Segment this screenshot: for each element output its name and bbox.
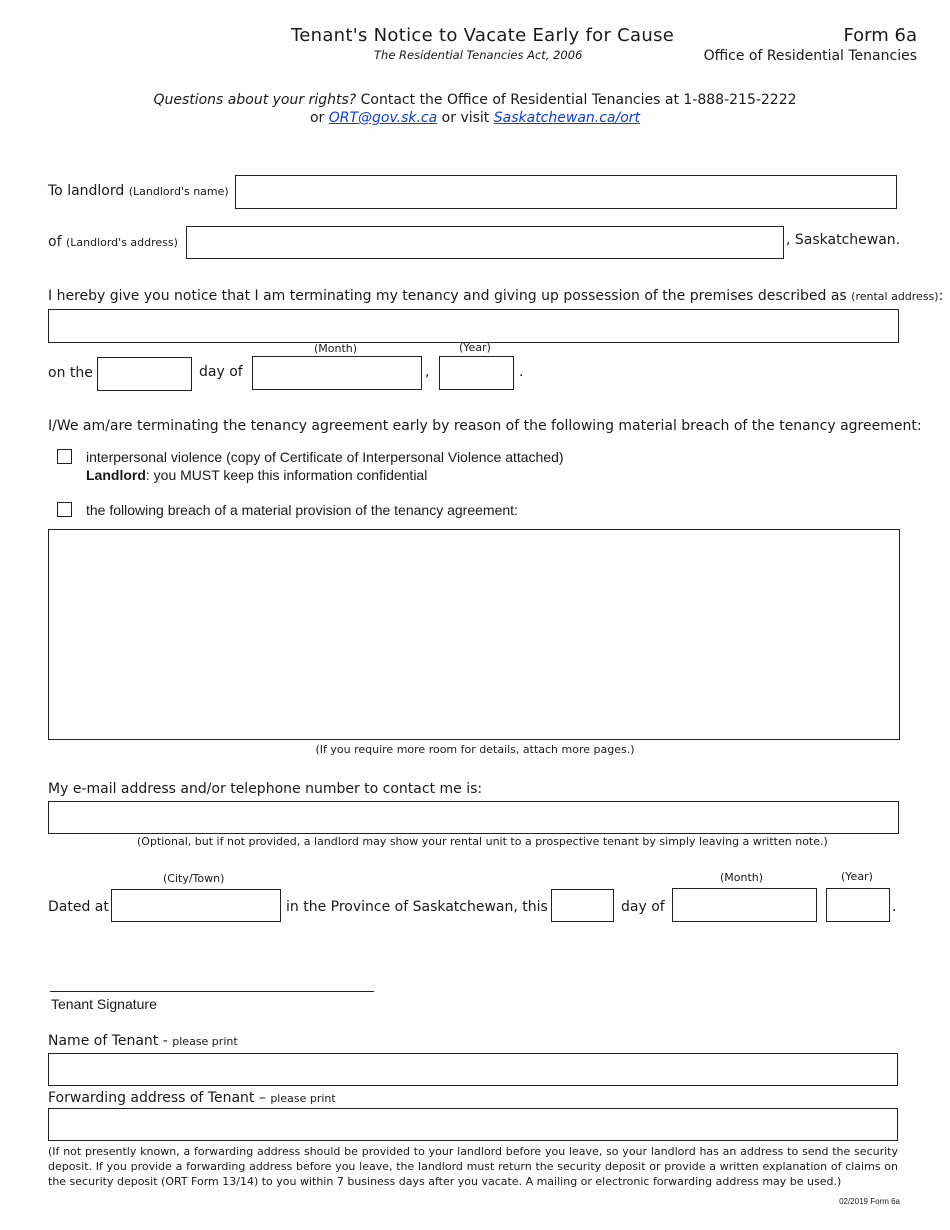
rental-address-field[interactable] [48, 309, 899, 343]
contact-me-label: My e-mail address and/or telephone number to contact me is: [48, 781, 483, 797]
confidential-text: : you MUST keep this information confidential [145, 467, 428, 483]
tenant-name-label [48, 1033, 238, 1049]
rental-address-hint: (rental address) [851, 290, 939, 303]
dated-day-of-label: day of [621, 899, 665, 915]
saskatchewan-suffix: , Saskatchewan. [786, 232, 901, 248]
dated-year-field[interactable] [826, 888, 890, 922]
notice-year-hint: (Year) [459, 341, 491, 354]
form-code: 02/2019 Form 6a [839, 1197, 900, 1206]
breach-intro: I/We am/are terminating the tenancy agreement early by reason of the following material breach of the tenancy agreement: [48, 418, 922, 434]
landlord-address-hint: (Landlord's address) [65, 236, 178, 249]
act-name: The Residential Tenancies Act, 2006 [374, 48, 583, 62]
contact-or: or [309, 110, 329, 126]
notice-text: I hereby give you notice that I am terminating my tenancy and giving up possession of the premises described as [48, 288, 847, 304]
forwarding-address-label [48, 1090, 336, 1106]
notice-day-field[interactable] [97, 357, 192, 391]
dated-day-field[interactable] [551, 889, 614, 922]
notice-colon: : [938, 288, 944, 304]
breach-details-field[interactable] [48, 529, 900, 740]
contact-me-field[interactable] [48, 801, 899, 834]
notice-statement [48, 288, 943, 304]
material-breach-checkbox[interactable] [57, 502, 72, 517]
contact-or-visit: or visit [437, 110, 494, 126]
forwarding-address-text: Forwarding address of Tenant – [48, 1090, 266, 1106]
notice-comma: , [425, 364, 430, 380]
city-hint: (City/Town) [163, 872, 225, 885]
notice-period: . [519, 364, 524, 380]
contact-line-1 [0, 92, 950, 108]
forwarding-address-field[interactable] [48, 1108, 898, 1141]
landlord-name-field[interactable] [235, 175, 897, 209]
interpersonal-violence-checkbox[interactable] [57, 449, 72, 464]
form-number: Form 6a [843, 25, 917, 46]
notice-year-field[interactable] [439, 356, 514, 390]
landlord-confidential-note [86, 466, 564, 484]
contact-line-2 [0, 110, 950, 126]
more-room-note: (If you require more room for details, attach more pages.) [315, 743, 635, 756]
to-landlord-text: To landlord [48, 183, 125, 199]
dated-year-hint: (Year) [841, 870, 873, 883]
signature-line[interactable] [50, 991, 374, 992]
forwarding-address-hint: please print [270, 1092, 336, 1105]
interpersonal-violence-option [86, 448, 564, 484]
tenant-name-text: Name of Tenant - [48, 1033, 168, 1049]
day-of-label: day of [199, 364, 243, 380]
interpersonal-violence-label: interpersonal violence (copy of Certificate of Interpersonal Violence attached) [86, 449, 564, 465]
landlord-name-hint: (Landlord's name) [128, 185, 229, 198]
rights-question: Questions about your rights? [153, 92, 357, 108]
tenant-name-hint: please print [172, 1035, 238, 1048]
dated-city-field[interactable] [111, 889, 281, 922]
dated-month-hint: (Month) [720, 871, 764, 884]
dated-period: . [892, 899, 897, 915]
to-landlord-label [48, 183, 229, 199]
on-the-label: on the [48, 365, 93, 381]
of-label [48, 234, 178, 250]
ort-email-link[interactable]: ORT@gov.sk.ca [328, 110, 438, 126]
tenant-name-field[interactable] [48, 1053, 898, 1086]
signature-label: Tenant Signature [51, 996, 157, 1012]
of-text: of [48, 234, 62, 250]
notice-month-hint: (Month) [314, 342, 358, 355]
notice-month-field[interactable] [252, 356, 422, 390]
landlord-address-field[interactable] [186, 226, 784, 259]
dated-month-field[interactable] [672, 888, 817, 922]
contact-optional-note: (Optional, but if not provided, a landlord may show your rental unit to a prospective tenant by simply leaving a written note.) [137, 835, 828, 848]
forwarding-note: (If not presently known, a forwarding address should be provided to your landlord before you leave, so your landlord has an address to send the security deposit. If you provide a forwarding address before you leave, the landlord must return the security deposit or provide a written explanation of claims on the security deposit (ORT Form 13/14) to you within 7 business days after you vacate. A mailing or electronic forwarding address may be used.) [48, 1145, 898, 1188]
material-breach-label: the following breach of a material provision of the tenancy agreement: [86, 502, 518, 518]
landlord-bold: Landlord [86, 467, 146, 483]
form-title: Tenant's Notice to Vacate Early for Cause [291, 25, 675, 46]
province-text: in the Province of Saskatchewan, this [286, 899, 548, 915]
ort-website-link[interactable]: Saskatchewan.ca/ort [493, 110, 641, 126]
dated-at-label: Dated at [48, 899, 109, 915]
office-name: Office of Residential Tenancies [703, 48, 917, 64]
contact-phone-text: Contact the Office of Residential Tenancies at 1-888-215-2222 [356, 92, 797, 108]
